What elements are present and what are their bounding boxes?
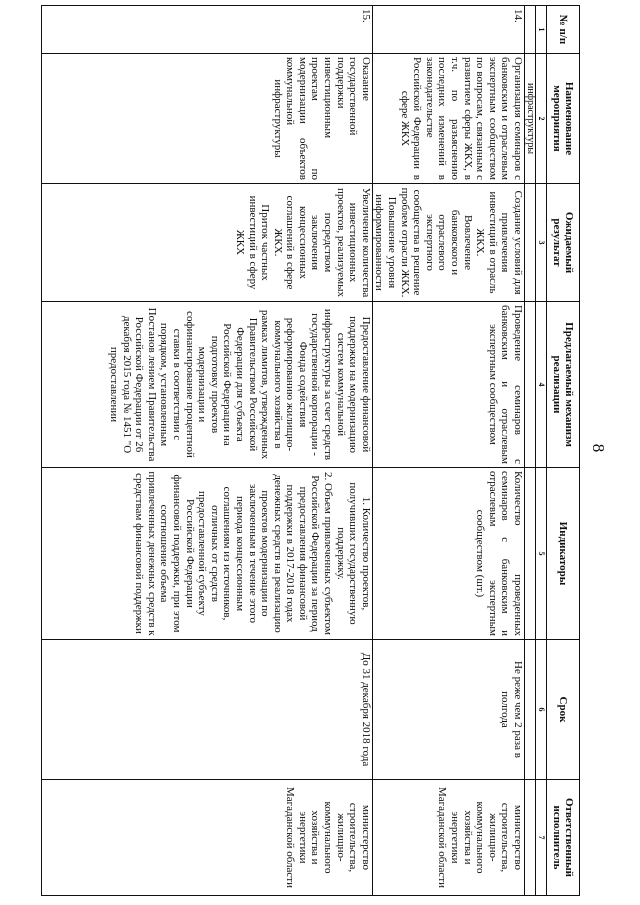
executor: министерство строительства, жилищно-коммунального хозяйства и энергетики Магаданской области: [41, 780, 372, 896]
header-indicators: Индикаторы: [547, 468, 580, 640]
page-number: 8: [589, 443, 608, 453]
mechanism: Проведение семинаров с банковским и отраслевым экспертным сообществом: [372, 302, 524, 468]
column-number: 6: [536, 640, 547, 780]
header-number: № п/п: [547, 6, 580, 54]
table-row: [372, 6, 524, 896]
term: Не реже чем 2 раза в полгода: [372, 640, 524, 780]
header-measure-name: Наименование мероприятия: [547, 54, 580, 184]
row-number: 15.: [41, 6, 372, 54]
term: До 31 декабря 2018 года: [41, 640, 372, 780]
column-numbers-row: [536, 6, 547, 896]
column-number: 7: [536, 780, 547, 896]
column-number: 1: [536, 6, 547, 54]
measure-name: Оказание государственной поддержки инвестиционным проектам по модернизации объектов коммунальной инфраструктуры: [41, 54, 372, 184]
header-expected-result: Ожидаемый результат: [547, 184, 580, 302]
expected-result: Увеличение количества инвестиционных проектов, реализуемых посредством заключения концессионных соглашений в сфере ЖКХ. Приток частных инвестиций в сферу ЖКХ: [41, 184, 372, 302]
header-term: Срок: [547, 640, 580, 780]
table-row: [41, 6, 372, 896]
column-number: 2: [536, 54, 547, 184]
header-mechanism: Предлагаемый механизм реализации: [547, 302, 580, 468]
measures-table: [41, 5, 580, 896]
measure-name: Организация семинаров с банковским и отраслевым экспертным сообществом по вопросам, связанным с развитием сферы ЖКХ, в т.ч. по разъяснению последних изменений в законодательстве Российской Федерации в сфере ЖКХ: [372, 54, 524, 184]
expected-result: Создание условий для привлечения инвестиций в отрасль ЖКХ. Вовлечение банковского и отраслевого экспертного сообщества в решение проблем отрасли ЖКХ. Повышение уровня информированности: [372, 184, 524, 302]
header-executor: Ответственный исполнитель: [547, 780, 580, 896]
mechanism: Предоставление финансовой поддержки на модернизацию систем коммунальной инфраструктуры за счет средств государственной корпорации - Фонда содействия реформированию жилищно-коммунального хозяйства в рамках лимитов, утвержденных Правительством Российской Федерации для субъекта Российской Федерации на подготовку проектов модернизации и софинансирование процентной ставки в соответствии с порядком, установленным Постанов лением Правительства Российской Федерации от 26 декабря 2015 года № 1451 "О предоставлении: [41, 302, 372, 468]
executor: министерство строительства, жилищно-коммунального хозяйства и энергетики Магаданской области: [372, 780, 524, 896]
column-number: 5: [536, 468, 547, 640]
table-header-row: [547, 6, 580, 896]
row-number: 14.: [372, 6, 524, 54]
indicators: Количество проведенных семинаров с банковским и отраслевым экспертным сообществом (шт.): [372, 468, 524, 640]
indicators: 1. Количество проектов, получивших государственную поддержку. 2. Объем привлеченных субъектом Российской Федерации за период предоставления финансовой поддержки в 2017-2018 годах денежных средств на реализацию проектов модернизации по заключенным в течение этого периода концессионным соглашениям из источников, отличных от средств предоставленной субъекту Российской Федерации финансовой поддержки, при этом соотношение объема привлеченных денежных средств к средствам финансовой поддержки: [41, 468, 372, 640]
column-number: 3: [536, 184, 547, 302]
column-number: 4: [536, 302, 547, 468]
continuation-text: инфраструктуры: [525, 54, 536, 184]
rotated-document-table: [55, 5, 580, 895]
continuation-row: [525, 6, 536, 896]
